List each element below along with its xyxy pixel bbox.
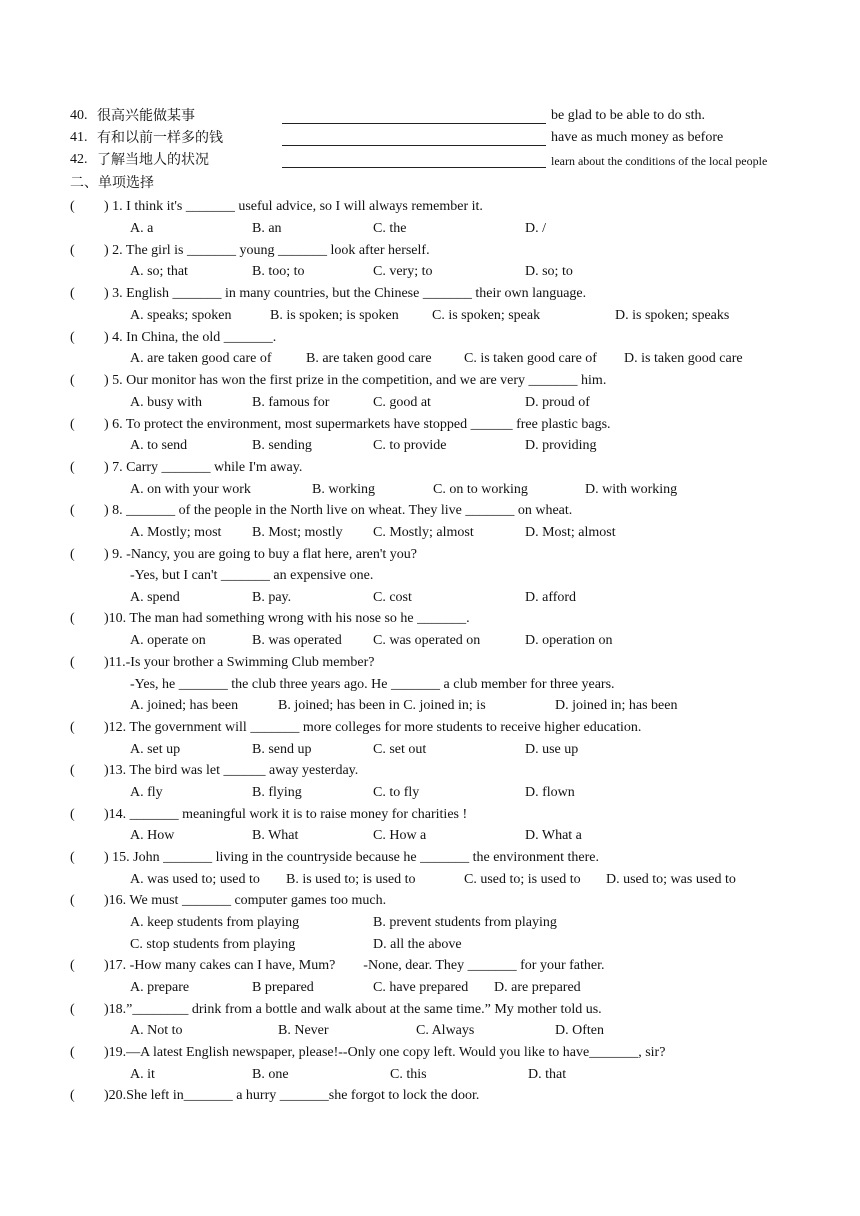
option-b: B. send up	[252, 742, 312, 757]
question-stem: )12. The government will _______ more colleges for more students to receive higher education.	[104, 720, 642, 735]
answer-paren: (	[70, 1045, 75, 1060]
option-a: A. speaks; spoken	[130, 308, 232, 323]
answer-paren: (	[70, 611, 75, 626]
question-stem: )17. -How many cakes can I have, Mum? -None, dear. They _______ for your father.	[104, 958, 605, 973]
question-stem: )16. We must _______ computer games too much.	[104, 893, 387, 908]
question-stem: ) 5. Our monitor has won the first prize in the competition, and we are very _______ him.	[104, 373, 607, 388]
option-a: A. Mostly; most	[130, 525, 222, 540]
option-a: A. so; that	[130, 264, 188, 279]
question-continuation: -Yes, he _______ the club three years ago. He _______ a club member for three years.	[130, 677, 615, 692]
option-d: D. operation on	[525, 633, 613, 648]
option-a: A. are taken good care of	[130, 351, 272, 366]
question-stem: )10. The man had something wrong with his nose so he _______.	[104, 611, 470, 626]
option-c: C. stop students from playing	[130, 937, 296, 952]
question-stem: ) 15. John _______ living in the countryside because he _______ the environment there.	[104, 850, 599, 865]
option-a: A. Not to	[130, 1023, 183, 1038]
question-stem: ) 4. In China, the old _______.	[104, 330, 277, 345]
option-b: B. are taken good care	[306, 351, 432, 366]
answer-paren: (	[70, 655, 75, 670]
phrase-english: learn about the conditions of the local people	[551, 154, 768, 168]
answer-paren: (	[70, 958, 75, 973]
phrase-english: be glad to be able to do sth.	[551, 108, 705, 123]
answer-blank	[282, 153, 546, 168]
question-stem: ) 6. To protect the environment, most supermarkets have stopped ______ free plastic bags.	[104, 417, 611, 432]
option-d: D. /	[525, 221, 546, 236]
phrase-number: 40.	[70, 108, 88, 123]
phrase-chinese: 有和以前一样多的钱	[97, 130, 223, 146]
option-b: B. flying	[252, 785, 302, 800]
phrase-number: 41.	[70, 130, 88, 145]
option-d: D. with working	[585, 482, 678, 497]
option-a: A. operate on	[130, 633, 206, 648]
answer-paren: (	[70, 763, 75, 778]
option-a: A. set up	[130, 742, 181, 757]
question-stem: ) 2. The girl is _______ young _______ look after herself.	[104, 243, 430, 258]
option-b: B. Never	[278, 1023, 329, 1038]
option-a: A. fly	[130, 785, 163, 800]
option-d: D. providing	[525, 438, 597, 453]
option-d: D. What a	[525, 828, 582, 843]
option-a: A. prepare	[130, 980, 190, 995]
option-c: C. on to working	[433, 482, 528, 497]
option-b: B. sending	[252, 438, 312, 453]
answer-blank	[282, 131, 546, 146]
option-b: B. pay.	[252, 590, 292, 605]
option-b: B. working	[312, 482, 375, 497]
option-c: C. to provide	[373, 438, 447, 453]
option-c: C. cost	[373, 590, 412, 605]
option-d: D. use up	[525, 742, 579, 757]
option-d: D. flown	[525, 785, 575, 800]
option-b: B. too; to	[252, 264, 305, 279]
question-stem: )20.She left in_______ a hurry _______she forgot to lock the door.	[104, 1088, 480, 1103]
option-d: D. used to; was used to	[606, 872, 736, 887]
answer-paren: (	[70, 460, 75, 475]
option-c: C. set out	[373, 742, 427, 757]
option-d: D. Often	[555, 1023, 604, 1038]
answer-paren: (	[70, 1088, 75, 1103]
option-c: C. have prepared	[373, 980, 469, 995]
answer-paren: (	[70, 850, 75, 865]
option-c: C. this	[390, 1067, 427, 1082]
answer-paren: (	[70, 286, 75, 301]
option-c: C. Always	[416, 1023, 475, 1038]
option-a: A. How	[130, 828, 175, 843]
option-b: B. Most; mostly	[252, 525, 343, 540]
option-d: D. proud of	[525, 395, 590, 410]
option-d: D. is spoken; speaks	[615, 308, 730, 323]
answer-paren: (	[70, 547, 75, 562]
option-a: A. spend	[130, 590, 180, 605]
option-c: C. very; to	[373, 264, 433, 279]
question-stem: ) 9. -Nancy, you are going to buy a flat here, aren't you?	[104, 547, 417, 562]
phrase-english: have as much money as before	[551, 130, 724, 145]
option-a: A. it	[130, 1067, 155, 1082]
option-d: D. is taken good care	[624, 351, 743, 366]
option-d: D. are prepared	[494, 980, 581, 995]
question-stem: )13. The bird was let ______ away yesterday.	[104, 763, 359, 778]
option-d: D. afford	[525, 590, 577, 605]
option-b: B. is used to; is used to	[286, 872, 416, 887]
answer-paren: (	[70, 503, 75, 518]
option-d: D. so; to	[525, 264, 573, 279]
option-b: B. is spoken; is spoken	[270, 308, 399, 323]
option-c: C. used to; is used to	[464, 872, 581, 887]
answer-paren: (	[70, 807, 75, 822]
question-stem: )18.”________ drink from a bottle and walk about at the same time.” My mother told us.	[104, 1002, 602, 1017]
answer-paren: (	[70, 893, 75, 908]
answer-paren: (	[70, 1002, 75, 1017]
option-a: A. keep students from playing	[130, 915, 300, 930]
question-stem: ) 1. I think it's _______ useful advice, so I will always remember it.	[104, 199, 483, 214]
option-a: A. was used to; used to	[130, 872, 260, 887]
option-b: B. joined; has been in C. joined in; is	[278, 698, 486, 713]
question-stem: )14. _______ meaningful work it is to raise money for charities !	[104, 807, 468, 822]
option-b: B. What	[252, 828, 299, 843]
option-d: D. joined in; has been	[555, 698, 678, 713]
option-a: A. busy with	[130, 395, 202, 410]
option-b: B prepared	[252, 980, 314, 995]
option-c: C. good at	[373, 395, 431, 410]
phrase-number: 42.	[70, 152, 88, 167]
question-continuation: -Yes, but I can't _______ an expensive one.	[130, 568, 374, 583]
option-b: B. famous for	[252, 395, 330, 410]
option-a: A. joined; has been	[130, 698, 239, 713]
question-stem: ) 8. _______ of the people in the North live on wheat. They live _______ on wheat.	[104, 503, 573, 518]
question-stem: ) 3. English _______ in many countries, but the Chinese _______ their own language.	[104, 286, 587, 301]
question-stem: )11.-Is your brother a Swimming Club member?	[104, 655, 375, 670]
answer-paren: (	[70, 243, 75, 258]
answer-paren: (	[70, 330, 75, 345]
phrase-chinese: 了解当地人的状况	[97, 152, 209, 168]
option-b: B. prevent students from playing	[373, 915, 557, 930]
option-b: B. was operated	[252, 633, 342, 648]
question-stem: )19.—A latest English newspaper, please!--Only one copy left. Would you like to have_______, sir?	[104, 1045, 666, 1060]
option-c: C. is spoken; speak	[432, 308, 541, 323]
option-d: D. all the above	[373, 937, 462, 952]
option-c: C. was operated on	[373, 633, 481, 648]
question-stem: ) 7. Carry _______ while I'm away.	[104, 460, 303, 475]
answer-paren: (	[70, 199, 75, 214]
option-d: D. that	[528, 1067, 567, 1082]
option-b: B. an	[252, 221, 282, 236]
phrase-chinese: 很高兴能做某事	[97, 108, 195, 124]
option-c: C. is taken good care of	[464, 351, 597, 366]
answer-paren: (	[70, 417, 75, 432]
option-a: A. a	[130, 221, 154, 236]
answer-blank	[282, 109, 546, 124]
option-b: B. one	[252, 1067, 289, 1082]
option-c: C. to fly	[373, 785, 420, 800]
section-title: 二、单项选择	[70, 175, 154, 191]
option-a: A. to send	[130, 438, 188, 453]
option-c: C. Mostly; almost	[373, 525, 474, 540]
option-d: D. Most; almost	[525, 525, 616, 540]
answer-paren: (	[70, 720, 75, 735]
answer-paren: (	[70, 373, 75, 388]
option-c: C. How a	[373, 828, 427, 843]
option-a: A. on with your work	[130, 482, 251, 497]
option-c: C. the	[373, 221, 407, 236]
